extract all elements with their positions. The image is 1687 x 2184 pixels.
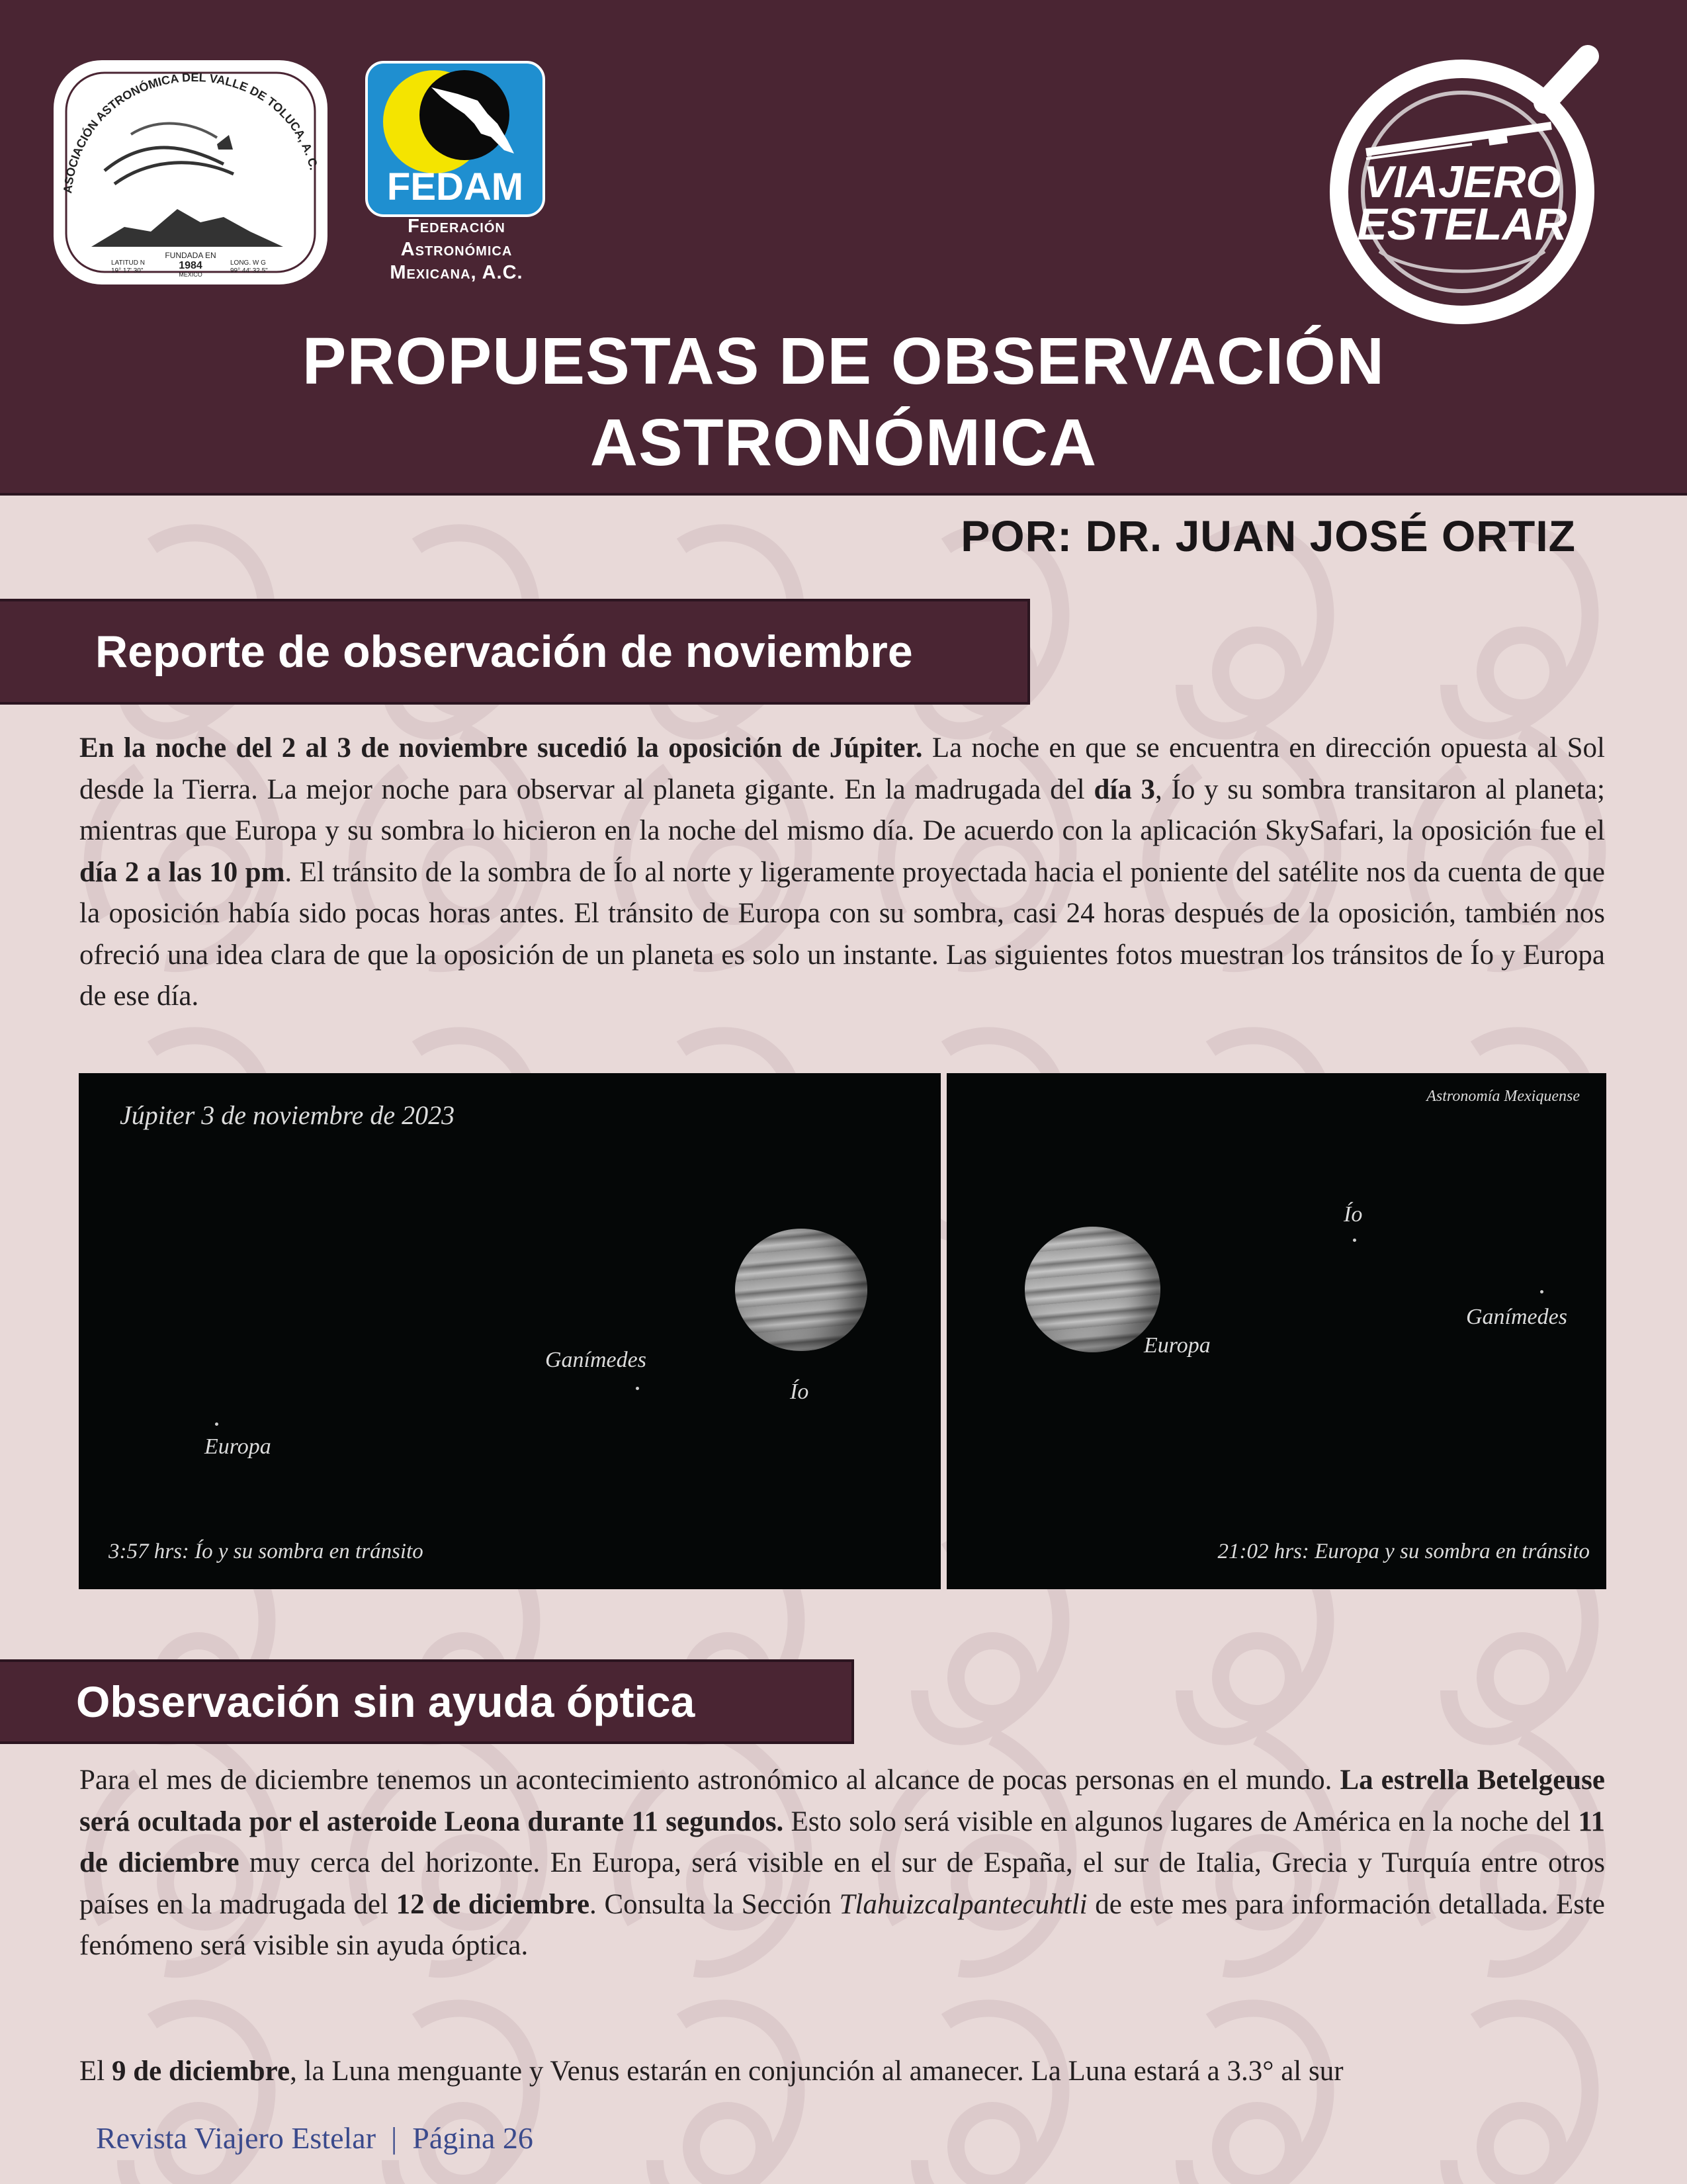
photo-credit: Astronomía Mexiquense	[1426, 1088, 1580, 1105]
text-run: muy cerca del horizonte. En Europa, será visible en el sur de España, el sur de Italia, Grecia y Turquía entre otros países en la madrugada del	[79, 1847, 1605, 1920]
avt-logo-founded: FUNDADA EN	[165, 251, 216, 260]
moon-label-io: Ío	[1344, 1202, 1363, 1227]
fedam-badge-text: FEDAM	[386, 165, 524, 208]
jupiter-planet	[735, 1229, 867, 1351]
page-footer: Revista Viajero Estelar | Página 26	[96, 2121, 533, 2155]
section2-paragraph	[79, 1760, 1605, 1967]
moon-label-europa: Europa	[204, 1434, 271, 1459]
text-run: de este mes para información detallada. Este fenómeno será visible sin ayuda óptica.	[79, 1888, 1605, 1961]
magazine-logo-line2: ESTELAR	[1357, 199, 1567, 249]
europa-moon	[215, 1422, 218, 1426]
photo-caption: 3:57 hrs: Ío y su sombra en tránsito	[108, 1540, 423, 1563]
avt-logo-lat-value: 19° 17' 30"	[111, 267, 144, 275]
section-heading: Reporte de observación de noviembre	[0, 599, 1030, 705]
photo-caption: 21:02 hrs: Europa y su sombra en tránsito	[1217, 1540, 1590, 1563]
jupiter-planet	[1025, 1227, 1160, 1352]
moon-label-europa: Europa	[1144, 1333, 1211, 1358]
magazine-logo-line1: VIAJERO	[1363, 157, 1561, 207]
text-run: día 2 a las 10 pm	[79, 856, 285, 888]
text-run: Para el mes de diciembre tenemos un acontecimiento astronómico al alcance de pocas personas en el mundo.	[79, 1765, 1340, 1796]
author-byline: POR: DR. JUAN JOSÉ ORTIZ	[961, 511, 1576, 560]
page-title-line: ASTRONÓMICA	[589, 406, 1098, 480]
text-run: 9 de diciembre	[111, 2056, 290, 2087]
jupiter-photo-morning	[79, 1073, 941, 1589]
io-moon	[1353, 1239, 1356, 1242]
photo-title: Júpiter 3 de noviembre de 2023	[120, 1100, 455, 1130]
moon-label-io: Ío	[790, 1379, 809, 1404]
avt-logo-lat-label: LATITUD N	[111, 259, 145, 267]
ganymede-moon	[636, 1387, 639, 1390]
avt-logo	[52, 58, 329, 286]
text-run: La estrella Betelgeuse será ocultada por el asteroide Leona durante 11 segundos.	[79, 1765, 1606, 1837]
text-run: . Consulta la Sección	[589, 1888, 840, 1920]
section2-paragraph	[79, 2051, 1605, 2093]
fedam-logo	[365, 61, 545, 217]
text-run: 11 de diciembre	[79, 1806, 1606, 1878]
text-run: El	[79, 2056, 112, 2087]
moon-label-ganymede: Ganímedes	[1466, 1305, 1567, 1329]
text-run: 12 de diciembre	[396, 1888, 590, 1920]
avt-logo-place: MÉXICO	[179, 271, 202, 278]
text-run: . El tránsito de la sombra de Ío al norte y ligeramente proyectada hacia el poniente del satélite nos da cuenta de que la oposición había sido pocas horas antes. El tránsito de Europa con su sombra, casi 24 horas después de la oposición, también nos ofreció una idea clara de que la oposición de un planeta es solo un instante. Las siguientes fotos muestran los tránsitos de Ío y Europa de ese día.	[79, 856, 1606, 1012]
fedam-caption	[344, 215, 569, 284]
viajero-estelar-logo	[1326, 40, 1621, 334]
jupiter-photo-evening	[947, 1073, 1606, 1589]
section-heading: Observación sin ayuda óptica	[0, 1659, 854, 1744]
text-run: , la Luna menguante y Venus estarán en conjunción al amanecer. La Luna estará a 3.3° al sur	[290, 2056, 1344, 2087]
avt-logo-ring-text: ASOCIACIÓN ASTRONÓMICA DEL VALLE DE TOLUCA, A. C.	[61, 70, 321, 195]
avt-logo-year: 1984	[179, 260, 202, 271]
fedam-caption-line: Astronómica	[400, 239, 513, 260]
ganymede-moon	[1540, 1290, 1543, 1293]
section1-paragraph	[79, 728, 1605, 1018]
text-run: En la noche del 2 al 3 de noviembre sucedió la oposición de Júpiter.	[79, 732, 923, 764]
page-title	[0, 321, 1687, 484]
text-run: Tlahuizcalpantecuhtli	[839, 1888, 1088, 1920]
text-run: día 3	[1094, 773, 1156, 805]
page-header	[0, 0, 1687, 496]
fedam-caption-line: Federación	[408, 216, 505, 237]
text-run: La noche en que se encuentra en dirección opuesta al Sol desde la Tierra. La mejor noche para observar al planeta gigante. En la madrugada del	[79, 732, 1606, 805]
page-title-line: PROPUESTAS DE OBSERVACIÓN	[302, 324, 1385, 398]
avt-logo-long-label: LONG. W G	[230, 259, 266, 267]
text-run: Esto solo será visible en algunos lugares de América en la noche del	[783, 1806, 1579, 1837]
moon-label-ganymede: Ganímedes	[545, 1348, 646, 1372]
fedam-caption-line: Mexicana, A.C.	[390, 262, 523, 283]
text-run: , Ío y su sombra transitaron al planeta; mientras que Europa y su sombra lo hicieron en la noche del mismo día. De acuerdo con la aplicación SkySafari, la oposición fue el	[79, 773, 1605, 846]
avt-logo-long-value: 99° 44' 32.5"	[230, 267, 268, 275]
